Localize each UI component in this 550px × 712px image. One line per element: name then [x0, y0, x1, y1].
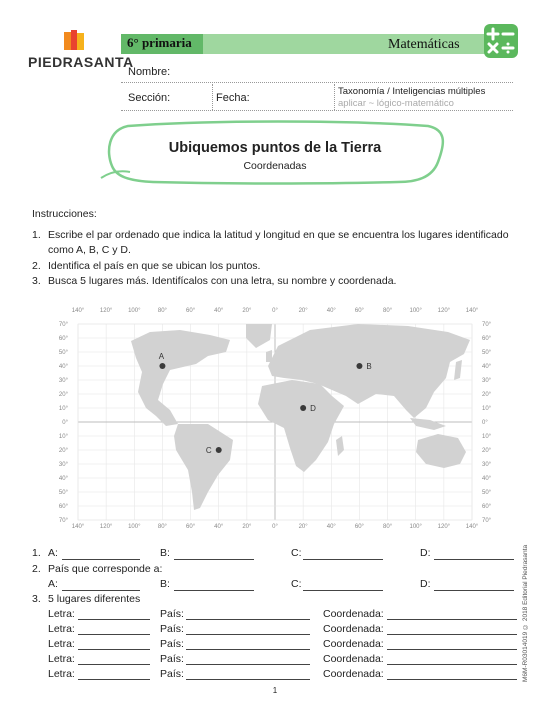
letter-field[interactable]	[78, 619, 150, 620]
latitude-tick-label: 70°	[58, 322, 68, 328]
letter-field[interactable]	[78, 679, 150, 680]
latitude-tick-label: 60°	[482, 336, 492, 342]
country-label: País:	[160, 638, 184, 650]
latitude-tick-label: 10°	[58, 434, 68, 440]
country-label: País:	[160, 653, 184, 665]
latitude-tick-label: 50°	[58, 350, 68, 356]
field-divider	[334, 84, 335, 110]
letter-label: Letra:	[48, 638, 75, 650]
latitude-tick-label: 30°	[482, 462, 492, 468]
section-date-field[interactable]	[121, 110, 513, 111]
instructions-heading: Instrucciones:	[32, 208, 97, 220]
instruction-text: Busca 5 lugares más. Identifícalos con una letra, su nombre y coordenada.	[48, 275, 397, 287]
longitude-tick-label: 60°	[186, 308, 196, 314]
coordinate-label: Coordenada:	[323, 668, 384, 680]
longitude-tick-label: 100°	[128, 524, 141, 530]
latitude-tick-label: 20°	[58, 448, 68, 454]
country-field[interactable]	[186, 679, 310, 680]
math-operations-icon	[484, 24, 518, 58]
map-point-label: C	[205, 446, 212, 455]
latitude-tick-label: 40°	[58, 476, 68, 482]
latitude-tick-label: 20°	[482, 392, 492, 398]
longitude-tick-label: 40°	[326, 308, 336, 314]
latitude-tick-label: 10°	[482, 406, 492, 412]
country-label-a: A:	[48, 578, 58, 590]
letter-field[interactable]	[78, 649, 150, 650]
latitude-tick-label: 30°	[482, 378, 492, 384]
country-field-a[interactable]	[62, 590, 140, 591]
country-label-d: D:	[420, 578, 431, 590]
answer-label-b: B:	[160, 547, 170, 559]
question-number: 1.	[32, 547, 41, 559]
longitude-tick-label: 140°	[465, 308, 479, 314]
longitude-tick-label: 120°	[99, 308, 113, 314]
country-field-b[interactable]	[174, 590, 254, 591]
map-point-a	[159, 363, 165, 369]
coordinate-label: Coordenada:	[323, 638, 384, 650]
latitude-tick-label: 30°	[58, 378, 68, 384]
longitude-tick-label: 120°	[437, 524, 451, 530]
coordinate-label: Coordenada:	[323, 623, 384, 635]
coordinate-label: Coordenada:	[323, 653, 384, 665]
answer-field-c[interactable]	[303, 559, 383, 560]
longitude-tick-label: 140°	[71, 524, 85, 530]
instruction-number: 3.	[32, 275, 41, 287]
country-field[interactable]	[186, 664, 310, 665]
answer-label-d: D:	[420, 547, 431, 559]
letter-label: Letra:	[48, 668, 75, 680]
question-text: País que corresponde a:	[48, 563, 163, 575]
longitude-tick-label: 20°	[242, 308, 252, 314]
longitude-tick-label: 0°	[272, 308, 278, 314]
letter-field[interactable]	[78, 634, 150, 635]
name-label: Nombre:	[128, 66, 171, 78]
latitude-tick-label: 20°	[482, 448, 492, 454]
map-point-label: B	[366, 362, 372, 371]
latitude-tick-label: 70°	[482, 518, 492, 524]
longitude-tick-label: 0°	[272, 524, 278, 530]
instruction-number: 1.	[32, 229, 41, 241]
letter-label: Letra:	[48, 623, 75, 635]
letter-label: Letra:	[48, 653, 75, 665]
country-field[interactable]	[186, 634, 310, 635]
latitude-tick-label: 50°	[58, 490, 68, 496]
latitude-tick-label: 10°	[482, 434, 492, 440]
longitude-tick-label: 100°	[409, 308, 422, 314]
page-number: 1	[272, 686, 278, 695]
country-field[interactable]	[186, 649, 310, 650]
country-field-c[interactable]	[303, 590, 383, 591]
copyright-note: M6M-R03014019 © 2018 Editorial Piedrasanta	[522, 544, 529, 682]
longitude-tick-label: 140°	[71, 308, 85, 314]
latitude-tick-label: 0°	[482, 420, 488, 426]
country-label-b: B:	[160, 578, 170, 590]
latitude-tick-label: 10°	[58, 406, 68, 412]
grade-label: 6° primaria	[127, 35, 192, 50]
latitude-tick-label: 30°	[58, 462, 68, 468]
longitude-tick-label: 80°	[383, 308, 393, 314]
latitude-tick-label: 40°	[482, 476, 492, 482]
letter-label: Letra:	[48, 608, 75, 620]
coordinate-field[interactable]	[387, 634, 517, 635]
latitude-tick-label: 40°	[482, 364, 492, 370]
latitude-tick-label: 0°	[62, 420, 68, 426]
coordinate-field[interactable]	[387, 619, 517, 620]
latitude-tick-label: 60°	[58, 336, 68, 342]
map-point-d	[300, 405, 306, 411]
coordinate-field[interactable]	[387, 679, 517, 680]
latitude-tick-label: 50°	[482, 350, 492, 356]
longitude-tick-label: 20°	[242, 524, 252, 530]
subject-title: Matemáticas	[388, 37, 460, 52]
longitude-tick-label: 40°	[214, 524, 224, 530]
longitude-tick-label: 20°	[298, 524, 308, 530]
longitude-tick-label: 60°	[354, 524, 364, 530]
longitude-tick-label: 100°	[128, 308, 141, 314]
taxonomy-label: Taxonomía / Inteligencias múltiples	[338, 86, 486, 97]
country-label: País:	[160, 668, 184, 680]
latitude-tick-label: 40°	[58, 364, 68, 370]
coordinate-field[interactable]	[387, 649, 517, 650]
map-point-label: A	[158, 352, 165, 361]
longitude-tick-label: 140°	[465, 524, 479, 530]
instruction-number: 2.	[32, 260, 41, 272]
worksheet-title: Ubiquemos puntos de la Tierra	[168, 140, 382, 156]
longitude-tick-label: 60°	[186, 524, 196, 530]
taxonomy-value: aplicar ~ lógico-matemático	[338, 98, 454, 109]
answer-field-a[interactable]	[62, 559, 140, 560]
longitude-tick-label: 100°	[409, 524, 422, 530]
map-point-label: D	[310, 404, 316, 413]
latitude-tick-label: 50°	[482, 490, 492, 496]
longitude-tick-label: 80°	[383, 524, 393, 530]
answer-field-b[interactable]	[174, 559, 254, 560]
question-text: 5 lugares diferentes	[48, 593, 141, 605]
latitude-tick-label: 70°	[482, 322, 492, 328]
instruction-text: Escribe el par ordenado que indica la latitud y longitud en que se encuentra los lugares identificado	[48, 229, 509, 241]
longitude-tick-label: 20°	[298, 308, 308, 314]
book-logo-icon	[64, 30, 84, 52]
field-divider	[212, 84, 213, 110]
longitude-tick-label: 80°	[157, 308, 167, 314]
country-field[interactable]	[186, 619, 310, 620]
question-number: 3.	[32, 593, 41, 605]
coordinate-label: Coordenada:	[323, 608, 384, 620]
map-point-b	[356, 363, 362, 369]
instruction-text: como A, B, C y D.	[48, 244, 131, 256]
longitude-tick-label: 40°	[326, 524, 336, 530]
map-point-c	[216, 447, 222, 453]
latitude-tick-label: 70°	[58, 518, 68, 524]
name-field[interactable]	[121, 82, 513, 83]
answer-label-c: C:	[291, 547, 302, 559]
country-label: País:	[160, 623, 184, 635]
longitude-tick-label: 120°	[99, 524, 113, 530]
publisher-logo: PIEDRASANTA	[28, 54, 134, 70]
latitude-tick-label: 60°	[58, 504, 68, 510]
section-label: Sección:	[128, 92, 171, 104]
country-label-c: C:	[291, 578, 302, 590]
longitude-tick-label: 60°	[354, 308, 364, 314]
longitude-tick-label: 40°	[214, 308, 224, 314]
longitude-tick-label: 120°	[437, 308, 451, 314]
question-number: 2.	[32, 563, 41, 575]
answer-field-d[interactable]	[434, 559, 514, 560]
country-label: País:	[160, 608, 184, 620]
date-label: Fecha:	[216, 92, 250, 104]
coordinate-field[interactable]	[387, 664, 517, 665]
world-map	[58, 300, 492, 530]
latitude-tick-label: 20°	[58, 392, 68, 398]
country-field-d[interactable]	[434, 590, 514, 591]
continents	[131, 324, 470, 510]
longitude-tick-label: 80°	[157, 524, 167, 530]
instruction-text: Identifica el país en que se ubican los puntos.	[48, 260, 261, 272]
latitude-tick-label: 60°	[482, 504, 492, 510]
letter-field[interactable]	[78, 664, 150, 665]
answer-label-a: A:	[48, 547, 58, 559]
worksheet-subtitle: Coordenadas	[243, 160, 307, 172]
